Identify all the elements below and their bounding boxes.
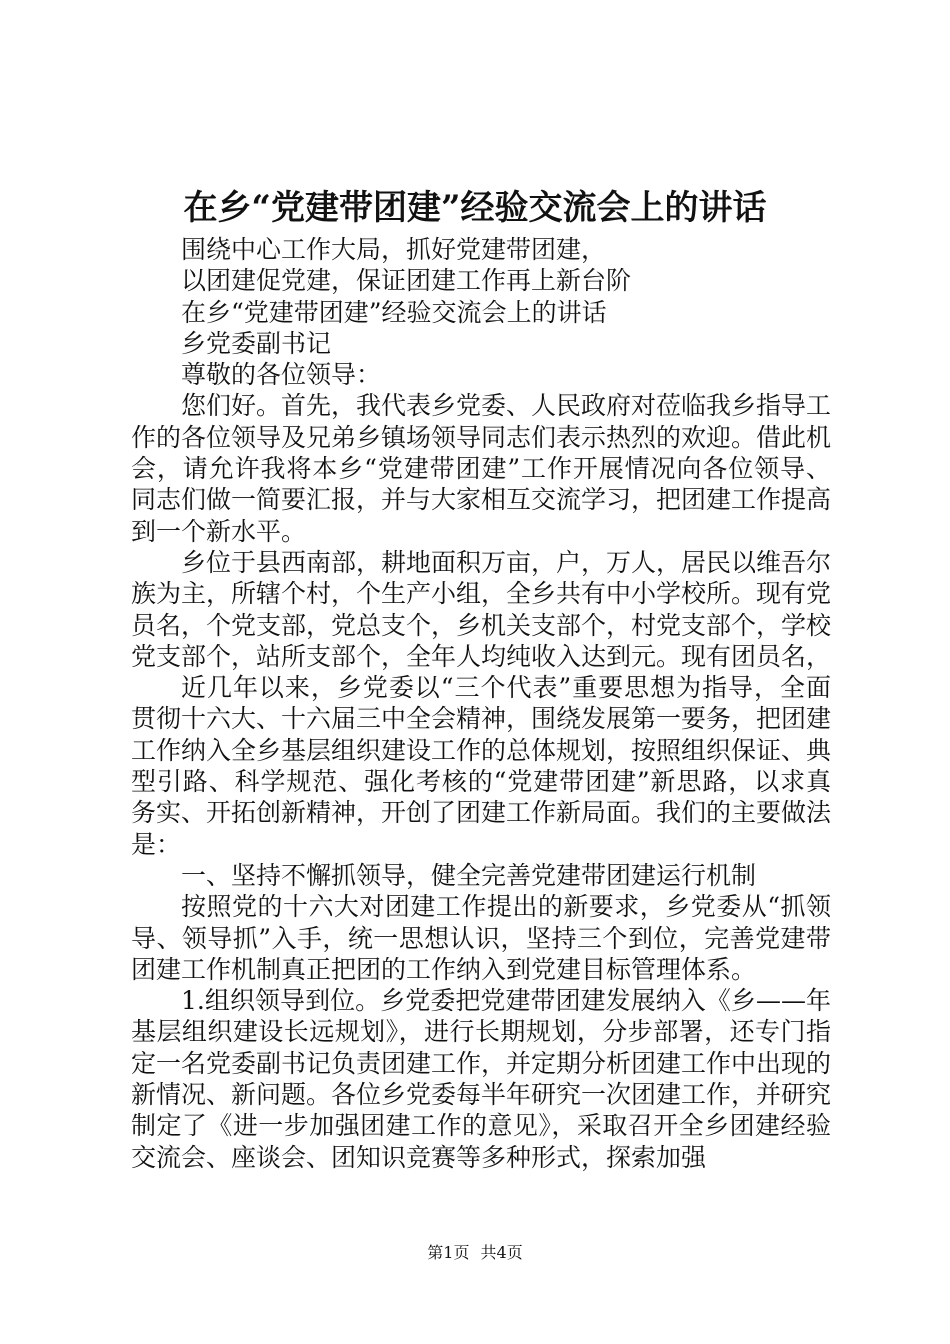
paragraph-section-heading: 一、坚持不懈抓领导，健全完善党建带团建运行机制: [181, 860, 757, 890]
page-total: 共4页: [480, 1243, 523, 1262]
paragraph-greeting: 您们好。首先，我代表乡党委、人民政府对莅临我乡指导工作的各位领导及兄弟乡镇场领导同志们表示热烈的欢迎。借此机会，请允许我将本乡“党建带团建”工作开展情况向各位领导、同志们做一简要汇报，并与大家相互交流学习，把团建工作提高到一个新水平。: [131, 391, 832, 546]
paragraph-heading-1: 围绕中心工作大局，抓好党建带团建，: [181, 235, 607, 264]
paragraph-heading-2: 以团建促党建，保证团建工作再上新台阶: [181, 266, 632, 296]
paragraph-requirements: 按照党的十六大对团建工作提出的新要求，乡党委从“抓领导、领导抓”入手，统一思想认识，坚持三个到位，完善党建带团建工作机制真正把团的工作纳入到党建目标管理体系。: [131, 892, 831, 984]
paragraph-speech-title: 在乡“党建带团建”经验交流会上的讲话: [181, 297, 607, 327]
page-number: 第1页: [427, 1243, 470, 1262]
document-title: 在乡“党建带团建”经验交流会上的讲话: [183, 188, 767, 228]
paragraph-item-1: 1.组织领导到位。乡党委把党建带团建发展纳入《乡——年基层组织建设长远规划》，进行长期规划，分步部署，还专门指定一名党委副书记负责团建工作，并定期分析团建工作中出现的新情况、新问题。各位乡党委每半年研究一次团建工作，并研究制定了《进一步加强团建工作的意见》，采取召开全乡团建经验交流会、座谈会、团知识竞赛等多种形式，探索加强: [131, 986, 832, 1172]
page-footer: [0, 1242, 950, 1264]
paragraph-township-overview: 乡位于县西南部，耕地面积万亩，户，万人，居民以维吾尔族为主，所辖个村，个生产小组，全乡共有中小学校所。现有党员名，个党支部，党总支个，乡机关支部个，村党支部个，学校党支部个，站所支部个，全年人均纯收入达到元。现有团员名，: [131, 547, 832, 671]
document-body: [131, 234, 831, 1173]
paragraph-recent-years: 近几年以来，乡党委以“三个代表”重要思想为指导，全面贯彻十六大、十六届三中全会精神，围绕发展第一要务，把团建工作纳入全乡基层组织建设工作的总体规划，按照组织保证、典型引路、科学规范、强化考核的“党建带团建”新思路，以求真务实、开拓创新精神，开创了团建工作新局面。我们的主要做法是：: [131, 673, 832, 859]
paragraph-speaker: 乡党委副书记: [181, 328, 332, 358]
paragraph-salutation: 尊敬的各位领导：: [181, 360, 382, 390]
